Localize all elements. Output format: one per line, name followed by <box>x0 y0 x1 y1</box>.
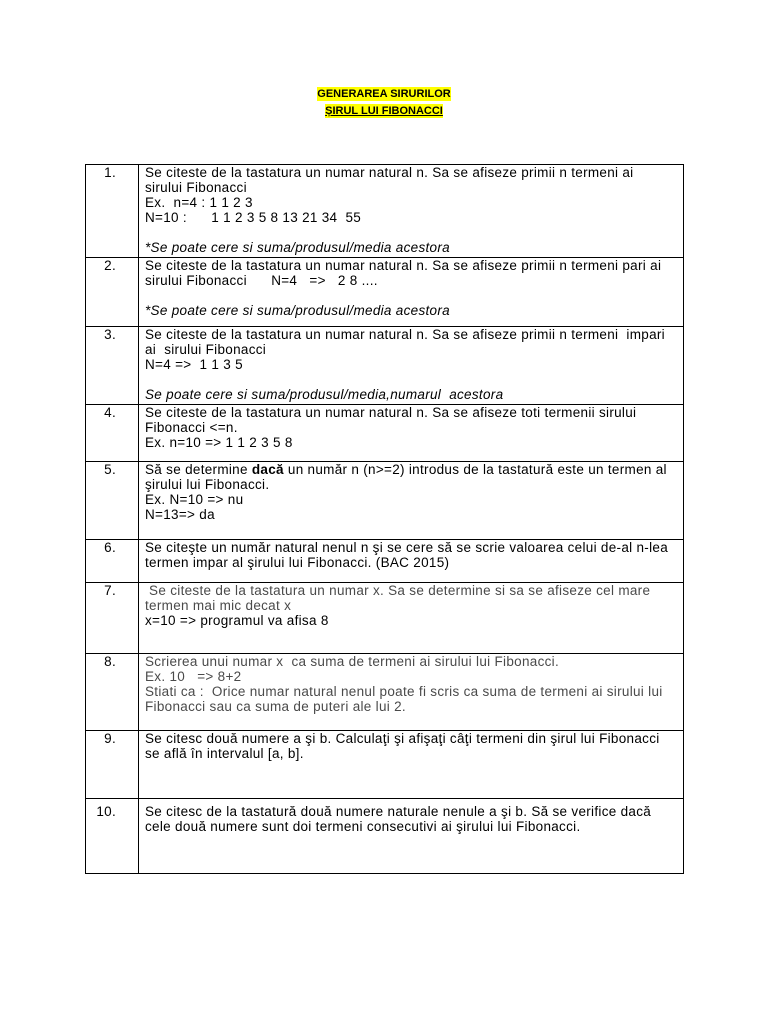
problem-note: Se poate cere si suma/produsul/media,numarul acestora <box>145 387 504 402</box>
problem-row <box>86 540 683 583</box>
problem-number: 7. <box>86 583 139 653</box>
problem-note: *Se poate cere si suma/produsul/media acestora <box>145 303 450 318</box>
problem-text <box>139 799 683 873</box>
problem-row <box>86 799 683 873</box>
problem-text <box>139 654 683 730</box>
problem-number: 5. <box>86 462 139 539</box>
line-segment: un număr n (n>=2) introdus de la tastatură este un termen al <box>283 462 667 477</box>
problem-row <box>86 258 683 327</box>
problem-text <box>139 327 683 404</box>
bold-keyword: dacă <box>251 462 284 477</box>
problem-line: Ex. N=10 => nu <box>145 492 244 507</box>
problem-line: termen impar al şirului lui Fibonacci. (BAC 2015) <box>145 555 450 570</box>
problem-row <box>86 731 683 799</box>
problem-line: Se citeste de la tastatura un numar natural n. Sa se afiseze primii n termeni pari ai <box>145 258 662 273</box>
problem-line: x=10 => programul va afisa 8 <box>145 613 329 628</box>
problem-number: 9. <box>86 731 139 798</box>
document-heading <box>0 86 768 120</box>
problem-text <box>139 540 683 582</box>
title-line <box>0 86 768 103</box>
problem-number: 6. <box>86 540 139 582</box>
problem-line: cele două numere sunt doi termeni consecutivi ai şirului lui Fibonacci. <box>145 819 581 834</box>
problem-line: N=4 => 1 1 3 5 <box>145 357 243 372</box>
problem-line: şirului lui Fibonacci. <box>145 477 270 492</box>
problem-line: Fibonacci sau ca suma de puteri ale lui 2. <box>145 699 406 714</box>
problem-text <box>139 462 683 539</box>
problem-row <box>86 583 683 654</box>
problem-line: N=13=> da <box>145 507 215 522</box>
problems-table <box>85 164 684 874</box>
problem-row <box>86 405 683 462</box>
line-segment: Să se determine <box>145 462 252 477</box>
problem-row <box>86 327 683 405</box>
problem-row <box>86 462 683 540</box>
problem-text <box>139 731 683 798</box>
problem-number: 2. <box>86 258 139 326</box>
problem-line <box>145 462 683 477</box>
problem-number: 1. <box>86 165 139 257</box>
problem-number: 4. <box>86 405 139 461</box>
problem-line: Ex. 10 => 8+2 <box>145 669 242 684</box>
problem-line: termen mai mic decat x <box>145 598 292 613</box>
blank-line <box>145 225 683 240</box>
problem-number: 8. <box>86 654 139 730</box>
problem-line: Se citeste de la tastatura un numar x. Sa se determine si sa se afiseze cel mare <box>145 583 651 598</box>
problem-number: 3. <box>86 327 139 404</box>
problem-line: Scrierea unui numar x ca suma de termeni ai sirului lui Fibonacci. <box>145 654 560 669</box>
problem-text <box>139 583 683 653</box>
problem-text <box>139 258 683 326</box>
problem-line: Ex. n=4 : 1 1 2 3 <box>145 195 253 210</box>
problem-line: sirului Fibonacci <box>145 180 247 195</box>
problem-number: 10. <box>86 799 139 873</box>
problem-row <box>86 654 683 731</box>
problem-line: Se citesc de la tastatură două numere naturale nenule a şi b. Să se verifice dacă <box>145 804 652 819</box>
blank-line <box>145 288 683 303</box>
problem-line: ai sirului Fibonacci <box>145 342 267 357</box>
problem-line: Se citesc două numere a şi b. Calculaţi şi afişaţi câţi termeni din şirul lui Fibonacci <box>145 731 660 746</box>
subtitle-line <box>0 103 768 120</box>
problem-line: Ex. n=10 => 1 1 2 3 5 8 <box>145 435 293 450</box>
problem-line: Stiati ca : Orice numar natural nenul poate fi scris ca suma de termeni ai sirului lui <box>145 684 663 699</box>
blank-line <box>145 372 683 387</box>
document-subtitle: ȘIRUL LUI FIBONACCI <box>325 105 443 117</box>
problem-line: Se citeste de la tastatura un numar natural n. Sa se afiseze primii n termeni impari <box>145 327 665 342</box>
problem-line: Se citeste de la tastatura un numar natural n. Sa se afiseze primii n termeni ai <box>145 165 634 180</box>
problem-text <box>139 405 683 461</box>
problem-line: sirului Fibonacci N=4 => 2 8 .... <box>145 273 378 288</box>
problem-line: N=10 : 1 1 2 3 5 8 13 21 34 55 <box>145 210 362 225</box>
problem-row <box>86 165 683 258</box>
document-title: GENERAREA SIRURILOR <box>317 88 451 100</box>
problem-note: *Se poate cere si suma/produsul/media acestora <box>145 240 450 255</box>
problem-line: Se citeşte un număr natural nenul n şi se cere să se scrie valoarea celui de-al n-lea <box>145 540 669 555</box>
problem-text <box>139 165 683 257</box>
problem-line: Fibonacci <=n. <box>145 420 238 435</box>
problem-line: se află în intervalul [a, b]. <box>145 746 304 761</box>
problem-line: Se citeste de la tastatura un numar natural n. Sa se afiseze toti termenii sirului <box>145 405 637 420</box>
